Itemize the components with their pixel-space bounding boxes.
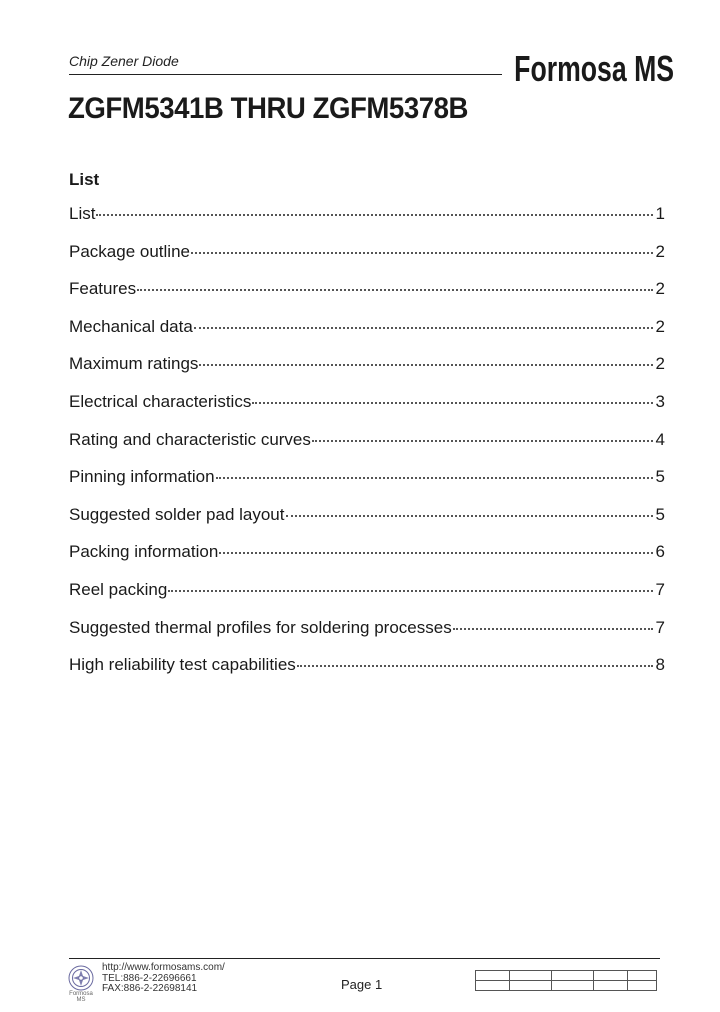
footer-url[interactable]: http://www.formosams.com/: [102, 962, 225, 973]
company-seal-icon: [68, 965, 94, 991]
toc-dot-leader: [312, 440, 653, 442]
header-rule: [69, 74, 502, 75]
toc-entry[interactable]: [69, 354, 665, 392]
doc-control-cell: [551, 981, 593, 991]
toc-entry[interactable]: [69, 467, 665, 505]
toc-entry-page: 6: [655, 542, 665, 562]
doc-control-cell: [476, 981, 510, 991]
toc-heading: List: [69, 170, 100, 189]
doc-control-cell: [509, 981, 551, 991]
toc-dot-leader: [252, 402, 652, 404]
document-control-table: [475, 970, 657, 991]
toc-dot-leader: [96, 214, 652, 216]
toc-dot-leader: [286, 515, 653, 517]
toc-entry[interactable]: [69, 204, 665, 242]
doc-control-cell: [594, 981, 628, 991]
doc-control-cell: [551, 971, 593, 981]
toc-dot-leader: [168, 590, 652, 592]
toc-entry-label: Packing information: [69, 542, 219, 562]
toc-entry-label: Suggested thermal profiles for soldering processes: [69, 617, 452, 637]
toc-dot-leader: [453, 628, 653, 630]
toc-entry-page: 2: [655, 241, 665, 261]
toc-entry[interactable]: [69, 242, 665, 280]
toc-entry-label: Package outline: [69, 241, 190, 261]
footer-logo-text: Formosa MS: [69, 991, 93, 1003]
doc-control-cell: [476, 971, 510, 981]
toc-entry-page: 7: [655, 617, 665, 637]
brand-logo: Formosa MS: [514, 48, 674, 89]
toc-entry[interactable]: [69, 430, 665, 468]
toc-dot-leader: [219, 552, 652, 554]
toc-entry-page: 2: [655, 354, 665, 374]
toc-entry-label: Pinning information: [69, 467, 215, 487]
doc-control-cell: [627, 981, 656, 991]
footer-tel: TEL:886-2-22696661: [102, 972, 197, 984]
toc-entry[interactable]: [69, 655, 665, 693]
toc-entry[interactable]: [69, 317, 665, 355]
toc-dot-leader: [191, 252, 653, 254]
toc-entry-label: Maximum ratings: [69, 354, 199, 374]
toc-entry-label: Features: [69, 279, 137, 299]
toc-entry-label: Suggested solder pad layout: [69, 504, 285, 524]
toc-entry[interactable]: [69, 542, 665, 580]
toc-entry-label: Mechanical data: [69, 316, 193, 336]
toc-entry-page: 3: [655, 391, 665, 411]
toc-entry[interactable]: [69, 505, 665, 543]
footer-page-number: Page 1: [341, 977, 383, 992]
toc-entry-label: List: [69, 204, 96, 223]
toc-entry-page: 8: [655, 655, 665, 675]
footer-contact: [102, 963, 225, 995]
table-of-contents: [69, 204, 665, 693]
toc-entry-page: 2: [655, 279, 665, 299]
toc-entry-page: 5: [655, 467, 665, 487]
toc-entry-label: High reliability test capabilities: [69, 655, 296, 675]
toc-dot-leader: [137, 289, 652, 291]
toc-entry-label: Reel packing: [69, 579, 168, 599]
document-title: ZGFM5341B THRU ZGFM5378B: [68, 92, 468, 125]
doc-control-cell: [594, 971, 628, 981]
toc-dot-leader: [199, 364, 652, 366]
footer-rule: [69, 958, 660, 959]
toc-dot-leader: [194, 327, 653, 329]
toc-entry-label: Electrical characteristics: [69, 391, 252, 411]
toc-entry[interactable]: [69, 618, 665, 656]
toc-entry-page: 4: [655, 429, 665, 449]
footer-fax: FAX:886-2-22698141: [102, 983, 198, 994]
toc-dot-leader: [297, 665, 653, 667]
toc-entry-page: 1: [655, 204, 665, 223]
toc-entry[interactable]: [69, 580, 665, 618]
doc-control-cell: [627, 971, 656, 981]
toc-entry-page: 5: [655, 504, 665, 524]
toc-entry[interactable]: [69, 392, 665, 430]
toc-dot-leader: [216, 477, 653, 479]
toc-entry-page: 7: [655, 579, 665, 599]
toc-entry[interactable]: [69, 279, 665, 317]
toc-entry-page: 2: [655, 316, 665, 336]
header-subtitle: Chip Zener Diode: [69, 53, 179, 69]
doc-control-cell: [509, 971, 551, 981]
toc-entry-label: Rating and characteristic curves: [69, 429, 311, 449]
